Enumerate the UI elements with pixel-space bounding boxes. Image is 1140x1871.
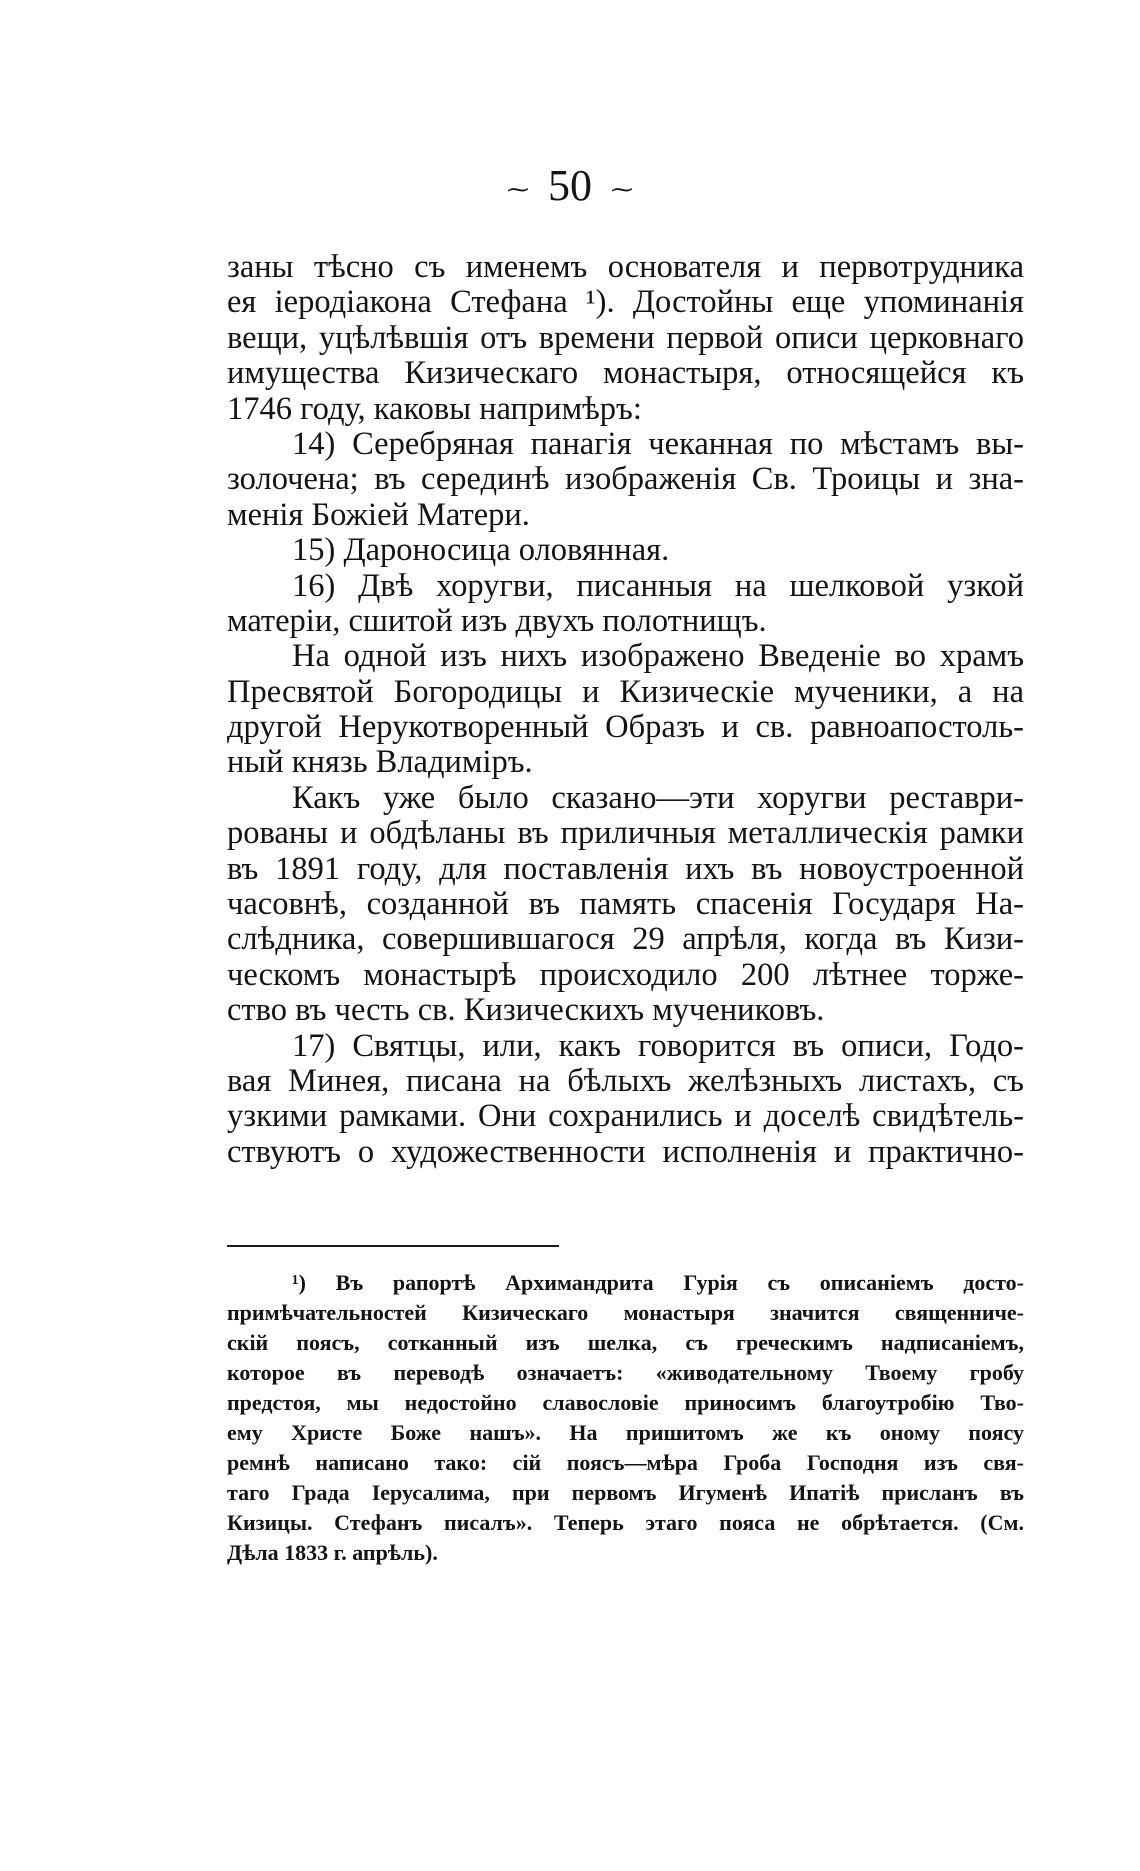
- text-line: другой Нерукотворенный Образъ и св. равноапостоль-: [227, 709, 1024, 746]
- text-line: часовнѣ, созданной въ память спасенія Государя На-: [227, 886, 1024, 923]
- text-line: ство въ честь св. Кизическихъ мучениковъ.: [227, 992, 825, 1029]
- page-number-header: [0, 161, 1140, 210]
- text-line: рованы и обдѣланы въ приличныя металлическія рамки: [227, 815, 1024, 852]
- footnote-line: таго Града Іерусалима, при первомъ Игуменѣ Ипатіѣ присланъ въ: [227, 1480, 1024, 1505]
- page-number: 50: [548, 161, 592, 210]
- footnote-line: Кизицы. Стефанъ писалъ». Теперь этаго пояса не обрѣтается. (См.: [227, 1510, 1024, 1535]
- text-line: 17) Святцы, или, какъ говорится въ описи, Годо-: [292, 1027, 1024, 1064]
- ornament-left-icon: ⁓: [507, 176, 529, 202]
- text-line: На одной изъ нихъ изображено Введеніе во храмъ: [292, 638, 1024, 675]
- text-line: 16) Двѣ хоругви, писанныя на шелковой узкой: [292, 567, 1024, 604]
- text-line: менія Божіей Матери.: [227, 496, 530, 533]
- text-line: 1746 году, каковы напримѣръ:: [227, 390, 642, 427]
- text-line: 14) Серебряная панагія чеканная по мѣстамъ вы-: [292, 425, 1024, 462]
- ornament-right-icon: ⁓: [611, 176, 633, 202]
- text-line: матеріи, сшитой изъ двухъ полотнищъ.: [227, 602, 767, 639]
- footnote-divider: [227, 1245, 559, 1247]
- text-line: ствуютъ о художественности исполненія и практично-: [227, 1133, 1024, 1170]
- footnote: [227, 1268, 1024, 1568]
- footnote-line: которое въ переводѣ означаетъ: «живодательному Твоему гробу: [227, 1360, 1024, 1385]
- text-line: въ 1891 году, для поставленія ихъ въ новоустроенной: [227, 850, 1024, 887]
- text-line: вая Минея, писана на бѣлыхъ желѣзныхъ листахъ, съ: [227, 1062, 1024, 1099]
- footnote-line: примѣчательностей Кизическаго монастыря значится священниче-: [227, 1300, 1024, 1325]
- text-line: ный князь Владиміръ.: [227, 744, 533, 781]
- text-line: 15) Дароносица оловянная.: [292, 532, 670, 569]
- footnote-line: предстоя, мы недостойно славословіе приносимъ благоутробію Тво-: [227, 1390, 1024, 1415]
- text-line: ческомъ монастырѣ происходило 200 лѣтнее торже-: [227, 956, 1024, 993]
- text-line: вещи, уцѣлѣвшія отъ времени первой описи церковнаго: [227, 319, 1024, 356]
- text-line: узкими рамками. Они сохранились и доселѣ свидѣтель-: [227, 1098, 1024, 1135]
- text-line: ея іеродіакона Стефана ¹). Достойны еще упоминанія: [227, 284, 1024, 321]
- text-line: Какъ уже было сказано—эти хоругви реставри-: [292, 779, 1024, 816]
- text-line: заны тѣсно съ именемъ основателя и первотрудника: [227, 249, 1024, 285]
- text-line: имущества Кизическаго монастыря, относящейся къ: [227, 355, 1024, 392]
- footnote-line: ремнѣ написано тако: сій поясъ—мѣра Гроба Господня изъ свя-: [227, 1450, 1024, 1475]
- text-line: слѣдника, совершившагося 29 апрѣля, когда въ Кизи-: [227, 921, 1024, 958]
- footnote-line: ему Христе Боже нашъ». На пришитомъ же къ оному поясу: [227, 1420, 1024, 1445]
- text-line: Пресвятой Богородицы и Кизическіе мученики, а на: [227, 673, 1024, 710]
- footnote-line: ¹) Въ рапортѣ Архимандрита Гурія съ описаніемъ досто-: [292, 1270, 1024, 1295]
- text-line: золочена; въ серединѣ изображенія Св. Троицы и зна-: [227, 461, 1024, 498]
- main-text: [227, 250, 1024, 1170]
- footnote-line: Дѣла 1833 г. апрѣль).: [227, 1540, 438, 1565]
- footnote-line: скій поясъ, сотканный изъ шелка, съ греческимъ надписаніемъ,: [227, 1330, 1024, 1355]
